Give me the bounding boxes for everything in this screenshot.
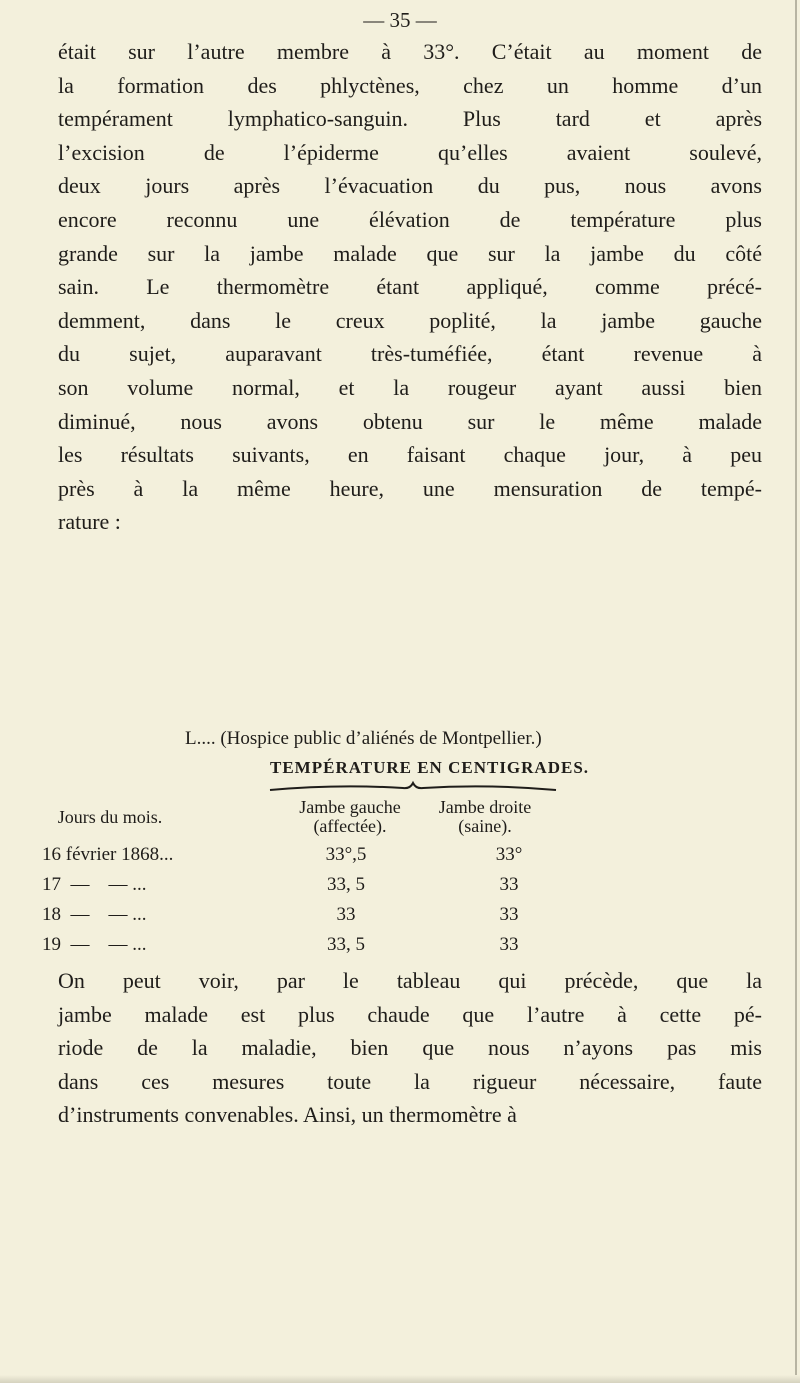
text-line: encore reconnu une élévation de température plus	[58, 207, 762, 232]
page-number: — 35 —	[363, 8, 437, 32]
brace-divider	[268, 780, 558, 794]
col-header-left	[285, 798, 415, 836]
col-header-right	[420, 798, 550, 836]
table-cell-right: 33	[499, 904, 519, 925]
text-line: la formation des phlyctènes, chez un homme d’un	[58, 72, 762, 98]
text-line: d’instruments convenables. Ainsi, un thermomètre à	[58, 1102, 517, 1127]
text-line: demment, dans le creux poplité, la jambe gauche	[58, 307, 762, 333]
page-bottom-shadow	[0, 1375, 800, 1383]
col-header-days: Jours du mois.	[57, 807, 163, 827]
table-cell-left: 33°,5	[325, 844, 367, 865]
text-line: riode de la maladie, bien que nous n’ayons pas mis	[58, 1035, 762, 1060]
text-line: rature :	[58, 509, 121, 535]
text-line: près à la même heure, une mensuration de tempé-	[58, 475, 762, 501]
col-header-left-line2: (affectée).	[313, 816, 387, 836]
table-cell-left: 33	[336, 904, 356, 925]
text-line: son volume normal, et la rougeur ayant aussi bien	[58, 375, 762, 400]
table-cell-right: 33	[499, 874, 519, 895]
table-cell-left: 33, 5	[327, 874, 365, 895]
text-line: diminué, nous avons obtenu sur le même malade	[58, 408, 762, 434]
table-cell-right: 33°	[495, 844, 523, 865]
table-cell-day: 17 — — ...	[42, 874, 147, 895]
table-caption: L.... (Hospice public d’aliénés de Montpellier.)	[185, 728, 542, 749]
text-line: sain. Le thermomètre étant appliqué, comme précé-	[58, 274, 762, 300]
text-line: On peut voir, par le tableau qui précède, que la	[58, 968, 762, 993]
text-line: les résultats suivants, en faisant chaque jour, à peu	[58, 442, 762, 468]
text-line: tempérament lymphatico-sanguin. Plus tard et après	[58, 106, 762, 132]
table-cell-day: 16 février 1868...	[42, 844, 174, 865]
table-cell-left: 33, 5	[327, 934, 365, 955]
text-line: jambe malade est plus chaude que l’autre à cette pé-	[58, 1001, 762, 1027]
table-cell-day: 19 — — ...	[42, 934, 147, 955]
col-header-right-line1: Jambe droite	[438, 797, 532, 817]
text-line: grande sur la jambe malade que sur la jambe du côté	[58, 240, 762, 266]
table-cell-day: 18 — — ...	[42, 904, 147, 925]
text-line: était sur l’autre membre à 33°. C’était au moment de	[58, 39, 762, 64]
col-header-left-line1: Jambe gauche	[299, 797, 401, 817]
page-edge	[795, 0, 797, 1383]
table-cell-right: 33	[499, 934, 519, 955]
text-line: du sujet, auparavant très-tuméfiée, étant revenue à	[58, 341, 762, 367]
text-line: deux jours après l’évacuation du pus, nous avons	[58, 173, 762, 199]
text-line: dans ces mesures toute la rigueur nécessaire, faute	[58, 1068, 762, 1094]
text-line: l’excision de l’épiderme qu’elles avaient soulevé,	[58, 139, 762, 165]
table-title: TEMPÉRATURE EN CENTIGRADES.	[270, 758, 590, 777]
col-header-right-line2: (saine).	[458, 816, 512, 836]
